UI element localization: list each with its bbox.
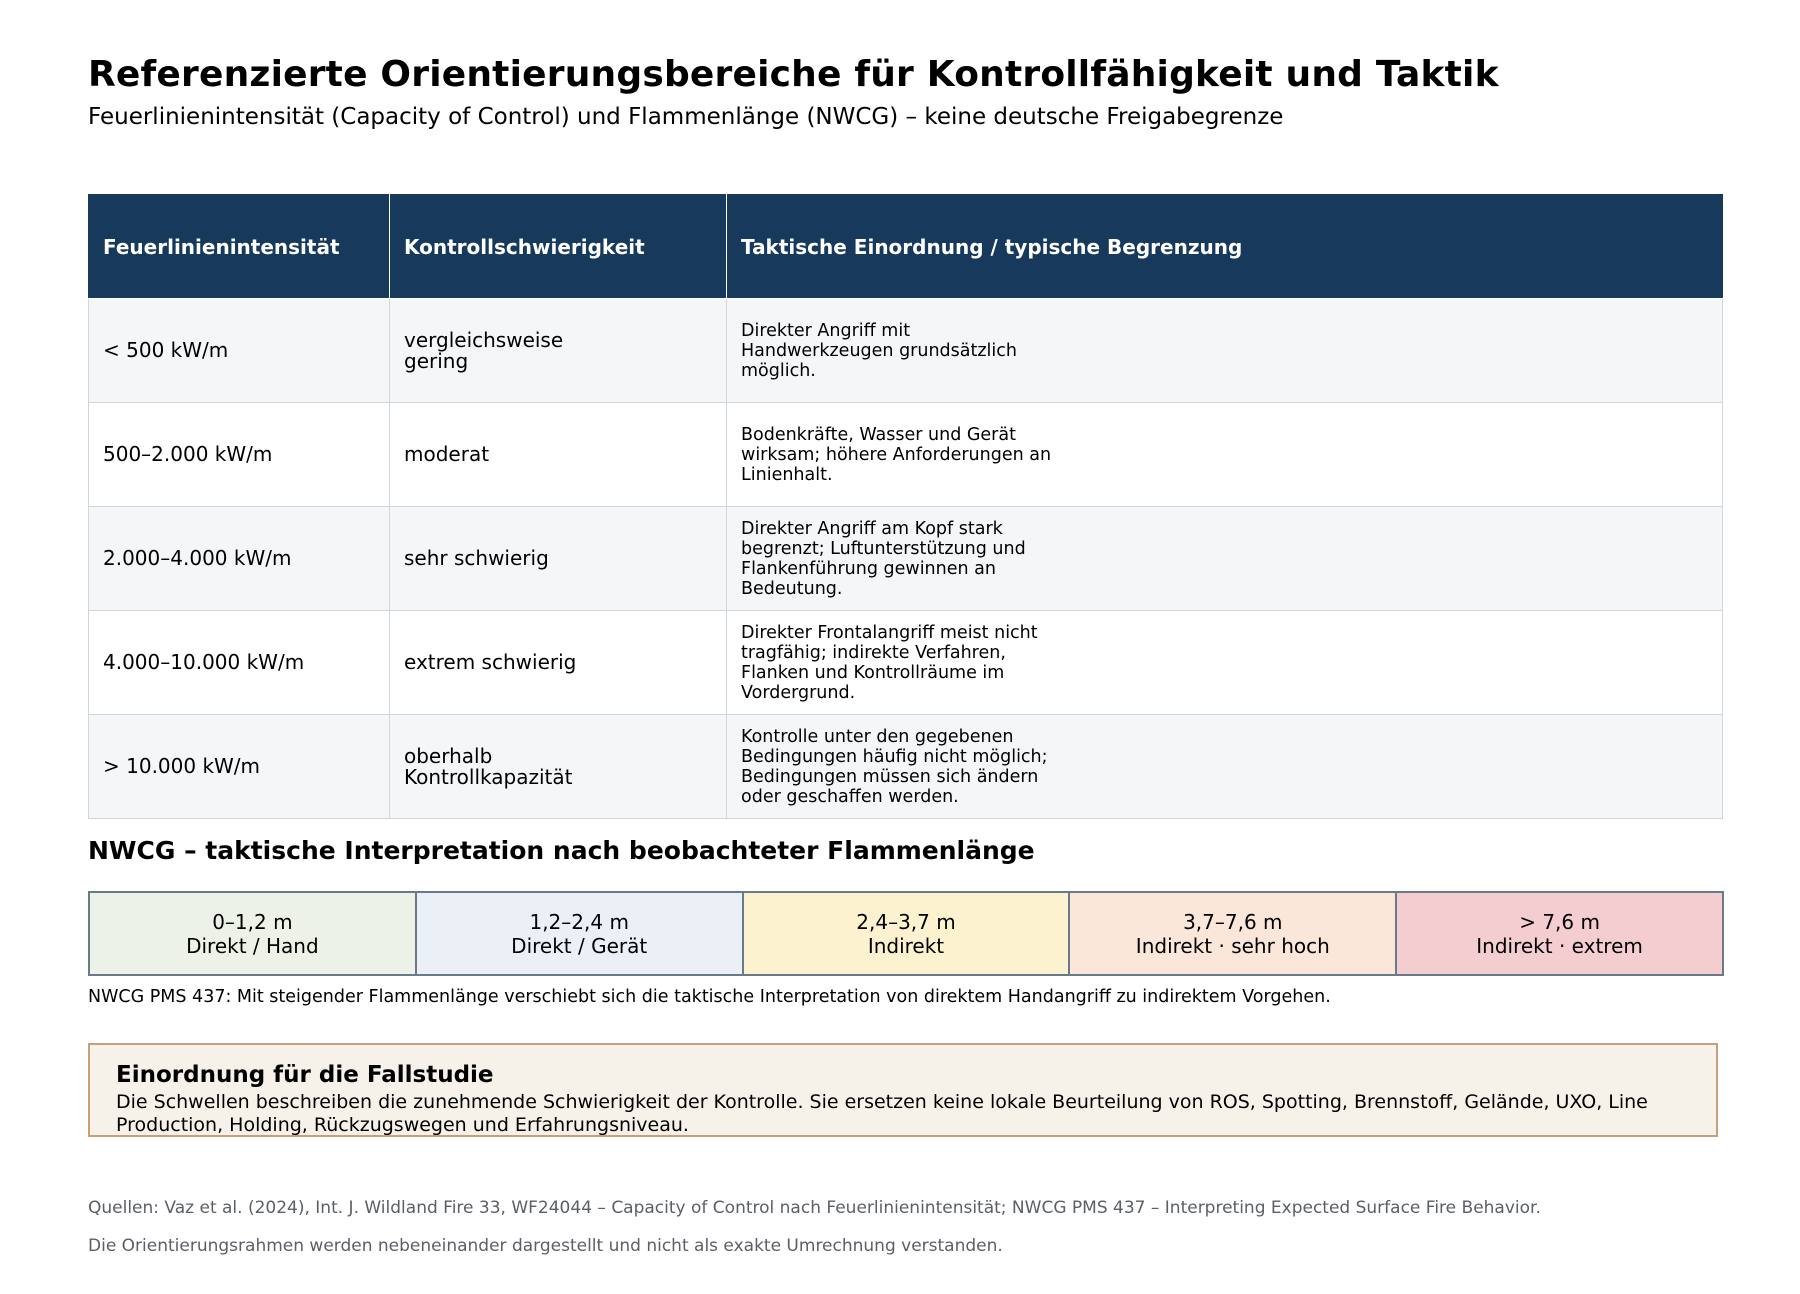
- difficulty-text: vergleichsweise gering: [404, 327, 564, 373]
- difficulty-cell: [390, 299, 727, 403]
- difficulty-cell: [390, 403, 727, 507]
- intensity-table: [88, 194, 1723, 819]
- flame-band-label: Indirekt: [867, 933, 945, 958]
- difficulty-cell: [390, 507, 727, 611]
- callout-title: Einordnung für die Fallstudie: [116, 1062, 494, 1088]
- difficulty-cell: [390, 715, 727, 819]
- callout-body: Die Schwellen beschreiben die zunehmende Schwierigkeit der Kontrolle. Sie ersetzen keine lokale Beurteilung von ROS, Spotting, Brennstoff, Gelände, UXO, Line Production, Holding, Rückzugswegen und Erfahrungsniveau.: [116, 1091, 1648, 1136]
- difficulty-text: extrem schwierig: [404, 650, 577, 674]
- tactic-text: Direkter Frontalangriff meist nicht tragfähig; indirekte Verfahren, Flanken und Kontrollräume im Vordergrund.: [741, 622, 1038, 703]
- flame-band-range: > 7,6 m: [1519, 909, 1600, 934]
- flame-band-range: 1,2–2,4 m: [529, 909, 629, 934]
- tactic-text: Bodenkräfte, Wasser und Gerät wirksam; höhere Anforderungen an Linienhalt.: [741, 424, 1052, 485]
- nwcg-heading: NWCG – taktische Interpretation nach beobachteter Flammenlänge: [88, 836, 1035, 865]
- intensity-cell: 4.000–10.000 kW/m: [89, 611, 390, 715]
- flame-band-range: 2,4–3,7 m: [856, 909, 956, 934]
- table-header-row: [89, 195, 1723, 299]
- flame-band-range: 0–1,2 m: [212, 909, 293, 934]
- tactic-cell: [727, 611, 1723, 715]
- difficulty-text: oberhalb Kontrollkapazität: [404, 743, 573, 789]
- page-title: Referenzierte Orientierungsbereiche für Kontrollfähigkeit und Taktik: [88, 54, 1499, 95]
- tactic-text: Kontrolle unter den gegebenen Bedingungen häufig nicht möglich; Bedingungen müssen sich ändern oder geschaffen werden.: [741, 726, 1048, 807]
- intensity-cell: > 10.000 kW/m: [89, 715, 390, 819]
- nwcg-note: NWCG PMS 437: Mit steigender Flammenlänge verschiebt sich die taktische Interpretation von direktem Handangriff zu indirektem Vorgehen.: [88, 987, 1331, 1007]
- flame-length-bands: [88, 891, 1724, 976]
- page-subtitle: Feuerlinienintensität (Capacity of Control) und Flammenlänge (NWCG) – keine deutsche Freigabegrenze: [88, 104, 1284, 130]
- table-row: [89, 299, 1723, 403]
- flame-band: [417, 893, 744, 974]
- intensity-cell: 500–2.000 kW/m: [89, 403, 390, 507]
- table-row: [89, 715, 1723, 819]
- column-header-difficulty: Kontrollschwierigkeit: [390, 195, 727, 299]
- intensity-cell: < 500 kW/m: [89, 299, 390, 403]
- tactic-cell: [727, 403, 1723, 507]
- difficulty-text: moderat: [404, 442, 490, 466]
- flame-band-range: 3,7–7,6 m: [1183, 909, 1283, 934]
- flame-band-label: Direkt / Gerät: [511, 933, 648, 958]
- flame-band-label: Indirekt · sehr hoch: [1135, 933, 1330, 958]
- intensity-cell: 2.000–4.000 kW/m: [89, 507, 390, 611]
- difficulty-text: sehr schwierig: [404, 546, 549, 570]
- tactic-cell: [727, 507, 1723, 611]
- table-row: [89, 611, 1723, 715]
- sources-note: Quellen: Vaz et al. (2024), Int. J. Wildland Fire 33, WF24044 – Capacity of Control nach Feuerlinienintensität; NWCG PMS 437 – Interpreting Expected Surface Fire Behavior.: [88, 1198, 1541, 1218]
- flame-band: [90, 893, 417, 974]
- column-header-tactic: Taktische Einordnung / typische Begrenzung: [727, 195, 1723, 299]
- flame-band-label: Indirekt · extrem: [1476, 933, 1643, 958]
- tactic-cell: [727, 715, 1723, 819]
- difficulty-cell: [390, 611, 727, 715]
- flame-band-label: Direkt / Hand: [186, 933, 319, 958]
- table-row: [89, 507, 1723, 611]
- disclaimer-note: Die Orientierungsrahmen werden nebeneinander dargestellt und nicht als exakte Umrechnung verstanden.: [88, 1236, 1003, 1256]
- table-row: [89, 403, 1723, 507]
- flame-band: [1070, 893, 1397, 974]
- flame-band: [1397, 893, 1722, 974]
- case-study-callout: [88, 1043, 1718, 1137]
- tactic-text: Direkter Angriff mit Handwerkzeugen grundsätzlich möglich.: [741, 320, 1017, 381]
- tactic-text: Direkter Angriff am Kopf stark begrenzt; Luftunterstützung und Flankenführung gewinnen an Bedeutung.: [741, 518, 1026, 599]
- tactic-cell: [727, 299, 1723, 403]
- flame-band: [744, 893, 1071, 974]
- column-header-intensity: Feuerlinienintensität: [89, 195, 390, 299]
